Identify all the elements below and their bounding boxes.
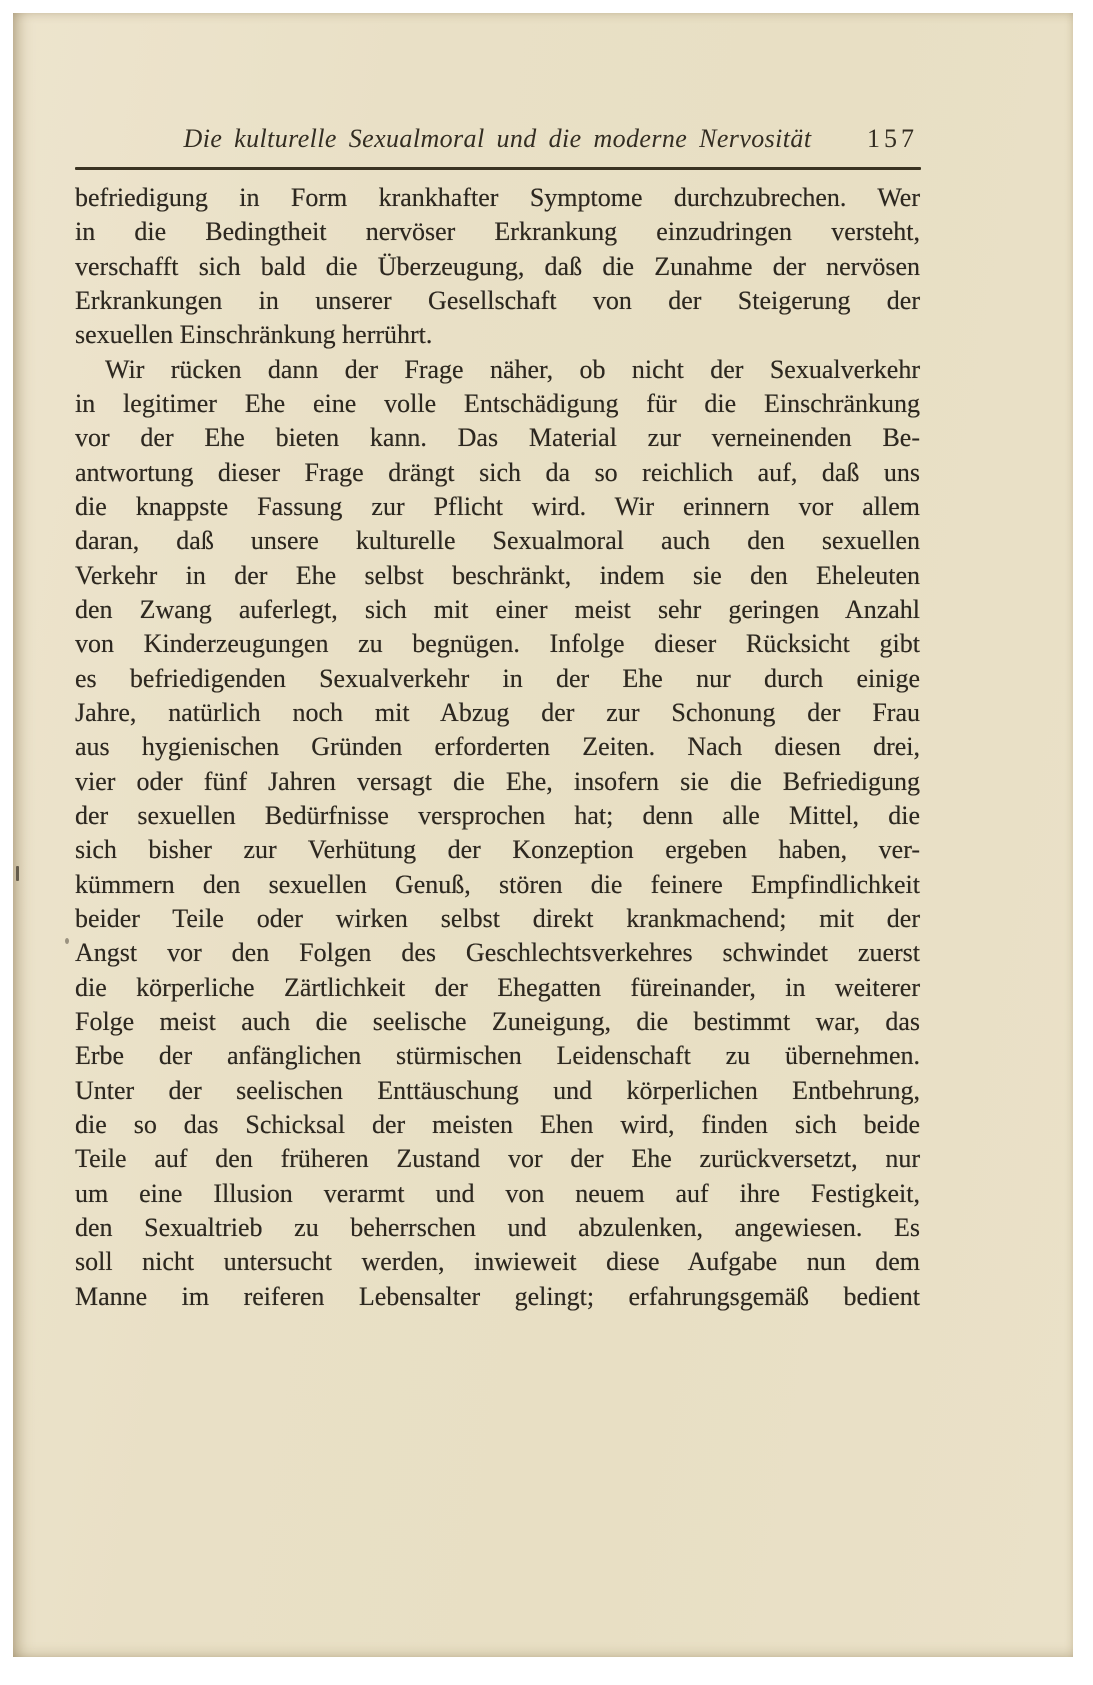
scan-artifact: [16, 866, 19, 881]
body-text: [75, 181, 920, 1314]
text-line: in legitimer Ehe eine volle Entschädigung für die Einschränkung: [75, 388, 920, 418]
text-line: die so das Schicksal der meisten Ehen wird, finden sich beide: [75, 1109, 920, 1139]
text-line: Teile auf den früheren Zustand vor der Ehe zurückversetzt, nur: [75, 1144, 920, 1174]
text-line: vor der Ehe bieten kann. Das Material zur verneinenden Be-: [75, 423, 920, 453]
header-rule: [75, 167, 921, 170]
text-line: antwortung dieser Frage drängt sich da so reichlich auf, daß uns: [75, 457, 920, 487]
text-line: Jahre, natürlich noch mit Abzug der zur Schonung der Frau: [75, 697, 920, 727]
text-line: beider Teile oder wirken selbst direkt krankmachend; mit der: [75, 903, 920, 933]
text-line: soll nicht untersucht werden, inwieweit diese Aufgabe nun dem: [75, 1247, 920, 1277]
text-line: kümmern den sexuellen Genuß, stören die feinere Empfindlichkeit: [75, 869, 920, 899]
text-line: es befriedigenden Sexualverkehr in der Ehe nur durch einige: [75, 663, 920, 693]
text-line: Wir rücken dann der Frage näher, ob nicht der Sexualverkehr: [105, 354, 920, 384]
page-header: [75, 123, 920, 155]
text-line: von Kinderzeugungen zu begnügen. Infolge dieser Rücksicht gibt: [75, 629, 920, 659]
scan-artifact: [65, 938, 69, 944]
text-line: Folge meist auch die seelische Zuneigung, die bestimmt war, das: [75, 1006, 920, 1036]
text-line: verschafft sich bald die Überzeugung, daß die Zunahme der nervösen: [75, 251, 920, 281]
text-line: daran, daß unsere kulturelle Sexualmoral auch den sexuellen: [75, 526, 920, 556]
page-number: 157: [867, 124, 918, 153]
text-line: Unter der seelischen Enttäuschung und körperlichen Entbehrung,: [75, 1075, 920, 1105]
text-line: Manne im reiferen Lebensalter gelingt; erfahrungsgemäß bedient: [75, 1281, 920, 1311]
book-page: [13, 13, 1073, 1657]
text-line: in die Bedingtheit nervöser Erkrankung einzudringen versteht,: [75, 217, 920, 247]
text-line: vier oder fünf Jahren versagt die Ehe, insofern sie die Befriedigung: [75, 766, 920, 796]
text-line: sich bisher zur Verhütung der Konzeption ergeben haben, ver-: [75, 835, 920, 865]
text-line: die knappste Fassung zur Pflicht wird. Wir erinnern vor allem: [75, 491, 920, 521]
text-line: den Zwang auferlegt, sich mit einer meist sehr geringen Anzahl: [75, 594, 920, 624]
text-line: die körperliche Zärtlichkeit der Ehegatten füreinander, in weiterer: [75, 972, 920, 1002]
text-line: Erbe der anfänglichen stürmischen Leidenschaft zu übernehmen.: [75, 1041, 920, 1071]
text-line: Erkrankungen in unserer Gesellschaft von der Steigerung der: [75, 285, 920, 315]
text-line: Angst vor den Folgen des Geschlechtsverkehres schwindet zuerst: [75, 938, 920, 968]
text-line: der sexuellen Bedürfnisse versprochen hat; denn alle Mittel, die: [75, 800, 920, 830]
text-line: befriedigung in Form krankhafter Symptome durchzubrechen. Wer: [75, 183, 920, 212]
running-title: Die kulturelle Sexualmoral und die moderne Nervosität: [183, 124, 812, 153]
text-line: aus hygienischen Gründen erforderten Zeiten. Nach diesen drei,: [75, 732, 920, 762]
text-line: um eine Illusion verarmt und von neuem auf ihre Festigkeit,: [75, 1178, 920, 1208]
text-line: sexuellen Einschränkung herrührt.: [75, 320, 433, 350]
text-line: den Sexualtrieb zu beherrschen und abzulenken, angewiesen. Es: [75, 1212, 920, 1242]
text-line: Verkehr in der Ehe selbst beschränkt, indem sie den Eheleuten: [75, 560, 920, 590]
